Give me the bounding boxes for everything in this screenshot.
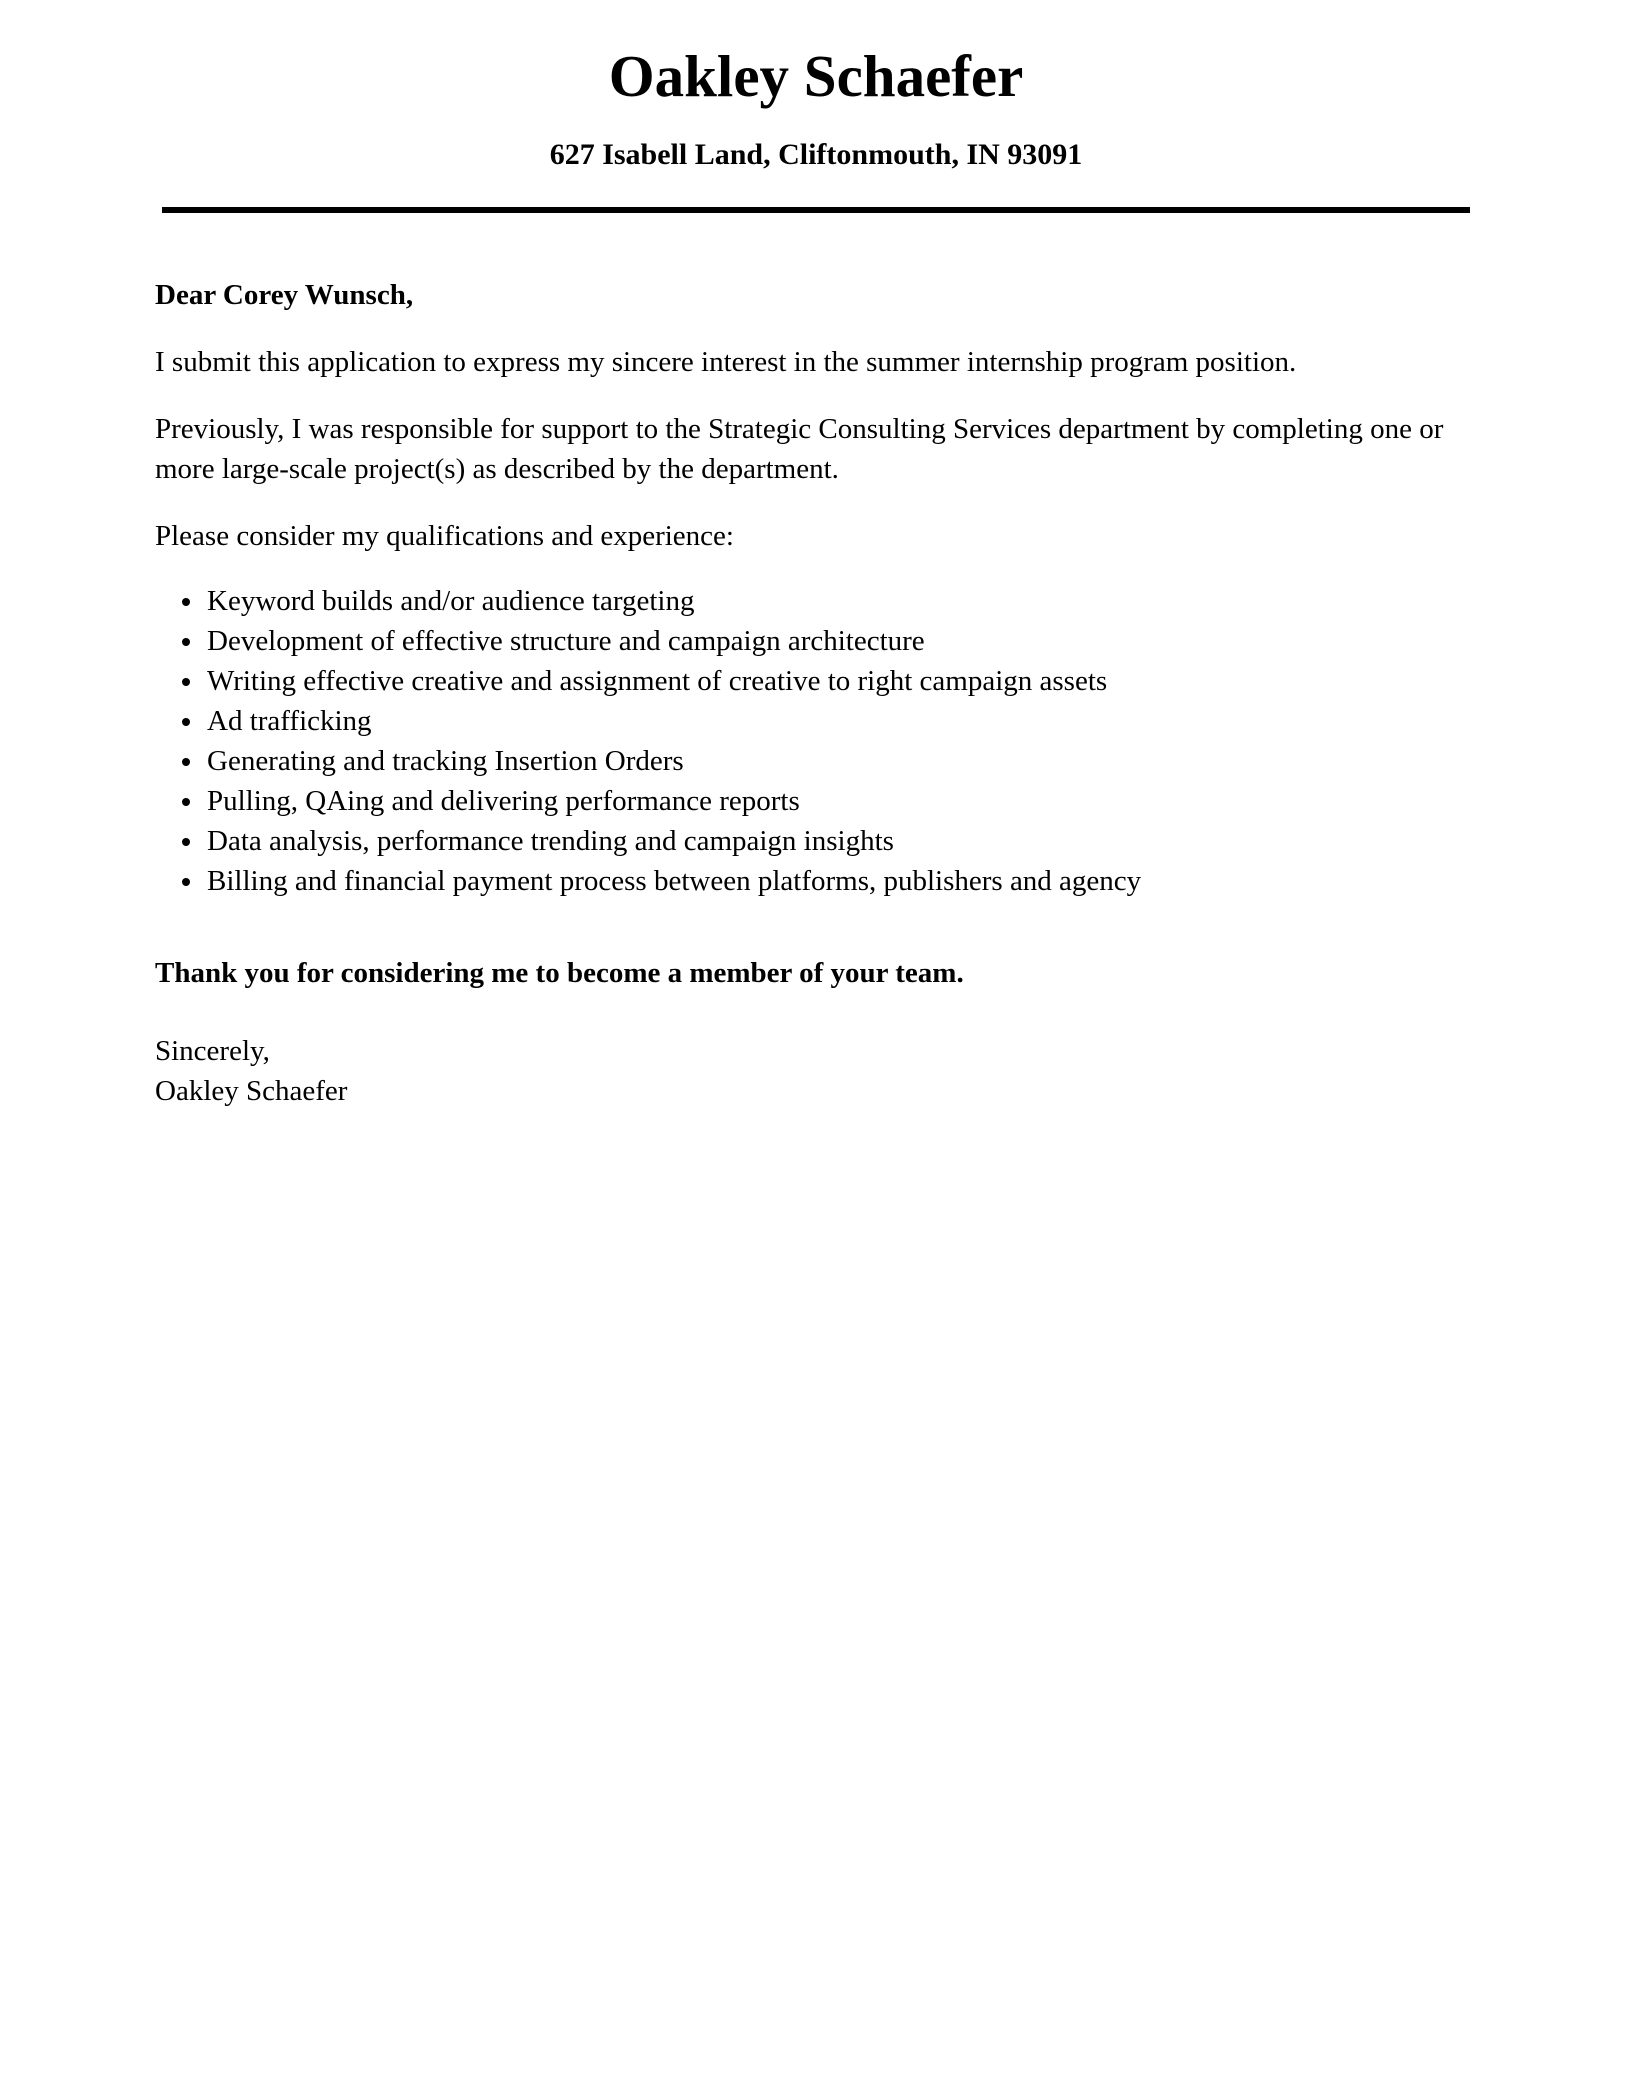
intro-paragraph: I submit this application to express my sincere interest in the summer internship program position.	[155, 345, 1297, 378]
qualifications-intro-paragraph: Please consider my qualifications and experience:	[155, 519, 734, 552]
applicant-address: 627 Isabell Land, Cliftonmouth, IN 93091	[549, 137, 1083, 171]
qualification-item: • Ad trafficking	[205, 701, 1472, 741]
closing-line: Sincerely,	[155, 1034, 270, 1067]
header-divider-rule	[162, 207, 1470, 213]
qualification-item: • Generating and tracking Insertion Orders	[205, 741, 1472, 781]
thank-you-line: Thank you for considering me to become a member of your team.	[155, 956, 964, 989]
letter-header	[0, 0, 1632, 171]
previous-experience-paragraph: Previously, I was responsible for support to the Strategic Consulting Services department by completing one or more large-scale project(s) as described by the department.	[155, 412, 1444, 485]
signature-block	[155, 1031, 1472, 1111]
qualification-item: • Data analysis, performance trending and campaign insights	[205, 821, 1472, 861]
greeting-line: Dear Corey Wunsch,	[155, 278, 414, 311]
qualification-item: • Development of effective structure and campaign architecture	[205, 621, 1472, 661]
qualifications-list	[155, 581, 1472, 901]
qualification-item: • Writing effective creative and assignment of creative to right campaign assets	[205, 661, 1472, 701]
signature-name: Oakley Schaefer	[155, 1074, 348, 1107]
qualification-item: • Keyword builds and/or audience targeting	[205, 581, 1472, 621]
qualification-item: • Pulling, QAing and delivering performance reports	[205, 781, 1472, 821]
applicant-name-title: Oakley Schaefer	[608, 43, 1024, 109]
qualification-item: • Billing and financial payment process between platforms, publishers and agency	[205, 861, 1472, 901]
letter-body	[0, 275, 1632, 1111]
